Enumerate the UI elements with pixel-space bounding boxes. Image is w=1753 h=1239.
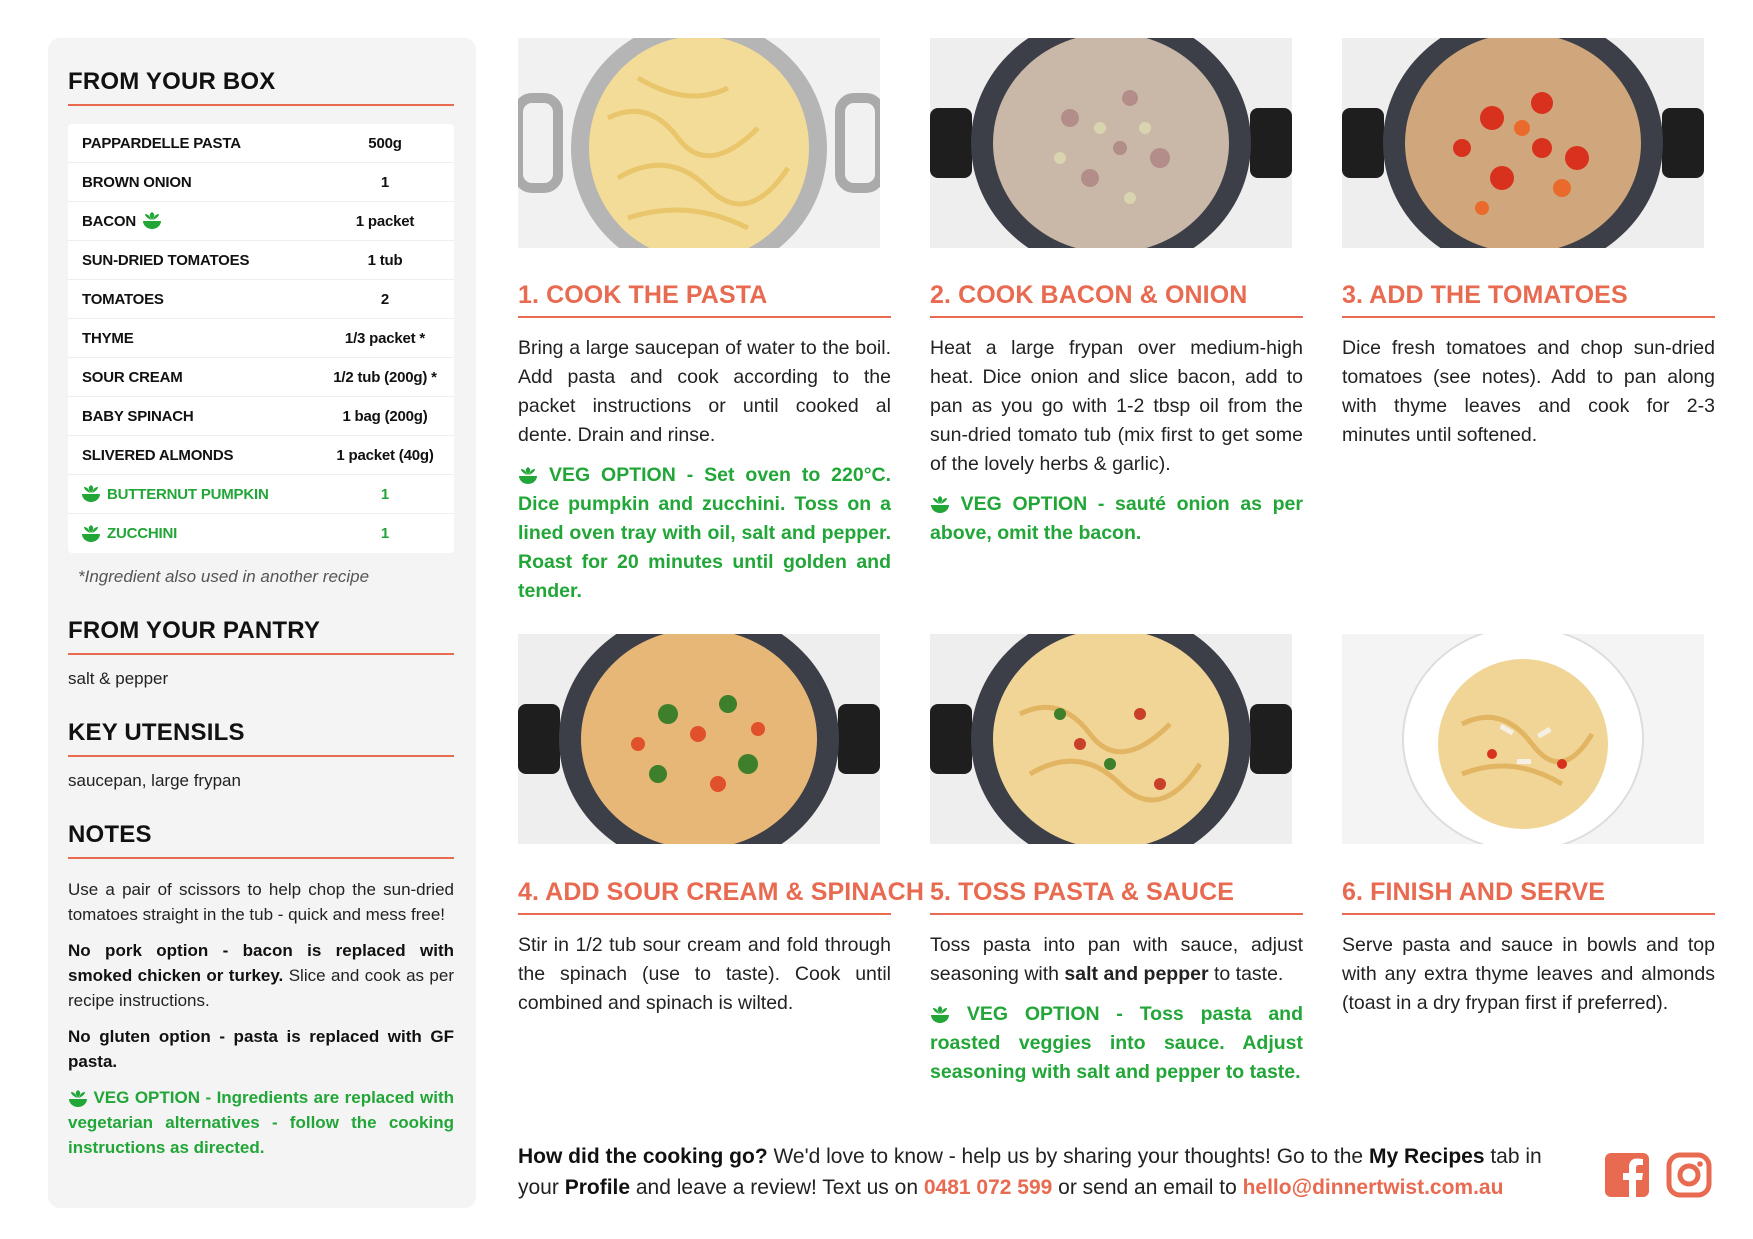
ingredient-footnote: *Ingredient also used in another recipe [78, 567, 370, 586]
step-4-title: 4. ADD SOUR CREAM & SPINACH [518, 878, 891, 915]
ingredient-name: SUN-DRIED TOMATOES [82, 251, 250, 269]
phone-link[interactable]: 0481 072 599 [923, 1176, 1053, 1199]
ingredient-qty: 1 [380, 485, 390, 503]
note-veg-option: VEG OPTION - Ingredients are replaced with vegetarian alternatives - follow the cooking instructions as directed. [68, 1088, 454, 1157]
pantry-title: FROM YOUR PANTRY [68, 617, 454, 655]
ingredient-name: TOMATOES [82, 290, 164, 308]
facebook-icon[interactable] [1604, 1152, 1650, 1198]
ingredient-qty: 1 bag (200g) [342, 407, 428, 425]
ingredient-row [68, 163, 454, 202]
note-no-pork: No pork option - bacon is replaced with smoked chicken or turkey. Slice and cook as per recipe instructions. [68, 941, 455, 1010]
ingredient-row [68, 280, 454, 319]
step-3-title: 3. ADD THE TOMATOES [1342, 281, 1715, 318]
step-1-title: 1. COOK THE PASTA [518, 281, 891, 318]
ingredient-name: BUTTERNUT PUMPKIN [107, 485, 269, 503]
step-4-body [518, 931, 891, 1029]
step-2-text: Heat a large frypan over medium-high heat. Dice onion and slice bacon, add to pan as you go with 1-2 tbsp oil from the sun-dried tomato tub (mix first to get some of the lovely herbs & garlic). [930, 337, 1303, 475]
step-2-body [930, 334, 1303, 559]
step-1-text: Bring a large saucepan of water to the boil. Add pasta and cook according to the packet instructions or until cooked al dente. Drain and rinse. [518, 337, 891, 446]
ingredient-row-veg [68, 475, 454, 514]
ingredient-row [68, 124, 454, 163]
note-no-gluten: No gluten option - pasta is replaced with GF pasta. [68, 1027, 454, 1071]
ingredient-name: ZUCCHINI [107, 525, 178, 542]
ingredient-name: PAPPARDELLE PASTA [82, 134, 241, 152]
step-6-body [1342, 931, 1715, 1029]
leaf-bowl-icon [930, 1006, 950, 1024]
pantry-text: salt & pepper [68, 669, 169, 688]
ingredient-qty: 1 packet (40g) [336, 446, 434, 464]
leaf-bowl-icon [81, 525, 101, 543]
step-4-photo [518, 634, 880, 844]
ingredient-name: BACON [82, 212, 136, 230]
ingredient-name: SLIVERED ALMONDS [82, 446, 234, 464]
step-2-title: 2. COOK BACON & ONION [930, 281, 1303, 318]
box-title: FROM YOUR BOX [68, 68, 454, 106]
ingredient-row [68, 241, 454, 280]
utensils-title: KEY UTENSILS [68, 719, 454, 757]
ingredient-row [68, 358, 454, 397]
ingredient-name: SOUR CREAM [82, 368, 183, 386]
feedback-footer: How did the cooking go? We'd love to know - help us by sharing your thoughts! Go to the My Recipes tab in your Profile and leave a review! Text us on 0481 072 599 or send an email to hello@dinnertwist.com.au [518, 1145, 1542, 1199]
step-1-photo [518, 38, 880, 248]
instagram-icon[interactable] [1666, 1152, 1712, 1198]
ingredient-row [68, 397, 454, 436]
step-1-veg: VEG OPTION - Set oven to 220°C. Dice pumpkin and zucchini. Toss on a lined oven tray with oil, salt and pepper. Roast for 20 minutes until golden and tender. [518, 464, 892, 602]
step-5-title: 5. TOSS PASTA & SAUCE [930, 878, 1303, 915]
ingredient-qty: 1 packet [355, 212, 415, 230]
step-2-veg: VEG OPTION - sauté onion as per above, omit the bacon. [930, 493, 1303, 544]
step-6-text: Serve pasta and sauce in bowls and top with any extra thyme leaves and almonds (toast in a dry frypan first if preferred). [1342, 934, 1715, 1014]
step-1-body [518, 334, 891, 617]
ingredient-row [68, 436, 454, 475]
leaf-bowl-icon [142, 212, 162, 230]
ingredient-qty: 1 tub [367, 251, 403, 269]
ingredients-panel [48, 38, 476, 1208]
notes-section [68, 877, 454, 1160]
ingredient-qty: 1/2 tub (200g) * [333, 368, 437, 386]
step-5-veg: VEG OPTION - Toss pasta and roasted veggies into sauce. Adjust seasoning with salt and pepper to taste. [930, 1003, 1303, 1083]
ingredient-qty: 500g [368, 134, 402, 152]
step-3-text: Dice fresh tomatoes and chop sun-dried tomatoes (see notes). Add to pan along with thyme leaves and cook for 2-3 minutes until softened. [1342, 337, 1715, 446]
step-6-photo [1342, 634, 1704, 844]
ingredient-qty: 1/3 packet * [344, 329, 426, 347]
ingredient-row [68, 202, 454, 241]
utensils-text: saucepan, large frypan [68, 771, 241, 790]
step-5-body [930, 931, 1303, 1098]
step-5-photo [930, 634, 1292, 844]
step-4-text: Stir in 1/2 tub sour cream and fold through the spinach (use to taste). Cook until combined and spinach is wilted. [518, 934, 891, 1014]
ingredient-qty: 2 [380, 290, 390, 308]
ingredient-name: BABY SPINACH [82, 407, 194, 425]
step-5-text: Toss pasta into pan with sauce, adjust seasoning with salt and pepper to taste. [930, 934, 1303, 985]
ingredient-name: BROWN ONION [82, 173, 192, 191]
note-scissors: Use a pair of scissors to help chop the sun-dried tomatoes straight in the tub - quick and mess free! [68, 880, 454, 924]
step-6-title: 6. FINISH AND SERVE [1342, 878, 1715, 915]
ingredient-qty: 1 [380, 525, 390, 542]
email-link[interactable]: hello@dinnertwist.com.au [1242, 1176, 1504, 1199]
step-3-body [1342, 334, 1715, 461]
ingredient-qty: 1 [380, 173, 390, 191]
step-3-photo [1342, 38, 1704, 248]
step-2-photo [930, 38, 1292, 248]
ingredient-row [68, 319, 454, 358]
leaf-bowl-icon [68, 1090, 88, 1108]
leaf-bowl-icon [518, 467, 538, 485]
ingredient-row-veg [68, 514, 454, 553]
leaf-bowl-icon [81, 485, 101, 503]
ingredient-name: THYME [82, 329, 134, 347]
ingredients-table [68, 124, 454, 553]
leaf-bowl-icon [930, 496, 950, 514]
notes-title: NOTES [68, 821, 454, 859]
